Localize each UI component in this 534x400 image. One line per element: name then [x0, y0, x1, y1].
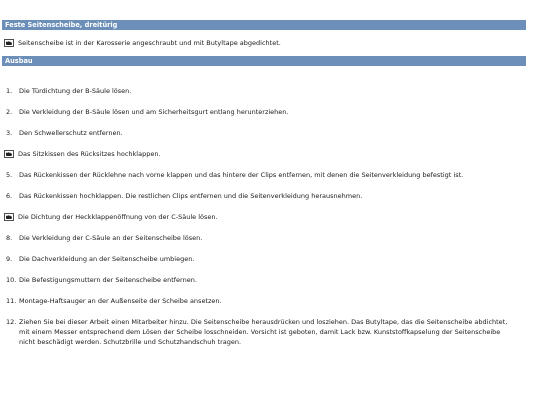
document-page [3, 20, 526, 347]
intro-note [3, 37, 526, 49]
step-number: 6. [6, 192, 13, 200]
page-title: Feste Seitenscheibe, dreitürig [2, 20, 526, 30]
step-text: Montage-Haftsauger an der Außenseite der Scheibe ansetzen. [19, 297, 222, 305]
steps-list [3, 86, 526, 347]
step-text: Die Türdichtung der B-Säule lösen. [19, 87, 132, 95]
step-number: 3. [6, 129, 13, 137]
step-text: Das Rückenkissen hochklappen. Die restlichen Clips entfernen und die Seitenverkleidung herausnehmen. [19, 192, 363, 200]
step-item [3, 233, 526, 243]
step-number: 10. [6, 276, 17, 284]
step-text: Den Schwellerschutz entfernen. [19, 129, 123, 137]
step-text: Die Dichtung der Heckklappenöffnung von der C-Säule lösen. [18, 213, 218, 221]
step-number: 8. [6, 234, 13, 242]
step-item [3, 254, 526, 264]
step-number: 5. [6, 171, 13, 179]
step-item [3, 86, 526, 96]
step-item [3, 170, 526, 180]
step-text: Das Sitzkissen des Rücksitzes hochklappen. [18, 150, 161, 158]
step-text: Die Befestigungsmuttern der Seitenscheibe entfernen. [19, 276, 197, 284]
intro-text: Seitenscheibe ist in der Karosserie angeschraubt und mit Butyltape abgedichtet. [18, 39, 281, 47]
step-item [3, 296, 526, 306]
step-item [3, 275, 526, 285]
note-hand-icon [4, 39, 14, 47]
step-item [3, 212, 526, 222]
step-text: Das Rückenkissen der Rücklehne nach vorne klappen und das hintere der Clips entfernen, mit denen die Seitenverkleidung befestigt ist. [19, 171, 464, 179]
step-item [3, 317, 526, 347]
section-heading-ausbau: Ausbau [2, 56, 526, 66]
note-hand-icon [4, 213, 14, 221]
step-item [3, 149, 526, 159]
step-number: 2. [6, 108, 13, 116]
step-item [3, 191, 526, 201]
note-hand-icon [4, 150, 14, 158]
step-text: Ziehen Sie bei dieser Arbeit einen Mitarbeiter hinzu. Die Seitenscheibe herausdrücken und losziehen. Das Butyltape, das die Seitenscheibe abdichtet, mit einem Messer entsprechend dem Lösen der Scheibe losschneiden. Vorsicht ist geboten, damit Lack bzw. Kunststoffkapselung der Seitenscheibe nicht beschädigt werden. Schutzbrille und Schutzhandschuh tragen. [19, 318, 508, 346]
step-number: 9. [6, 255, 13, 263]
step-item [3, 107, 526, 117]
step-text: Die Verkleidung der C-Säule an der Seitenscheibe lösen. [19, 234, 203, 242]
step-item [3, 128, 526, 138]
step-number: 11. [6, 297, 17, 305]
step-text: Die Verkleidung der B-Säule lösen und am Sicherheitsgurt entlang herunterziehen. [19, 108, 289, 116]
step-number: 12. [6, 318, 17, 326]
step-number: 1. [6, 87, 13, 95]
step-text: Die Dachverkleidung an der Seitenscheibe umbiegen. [19, 255, 195, 263]
